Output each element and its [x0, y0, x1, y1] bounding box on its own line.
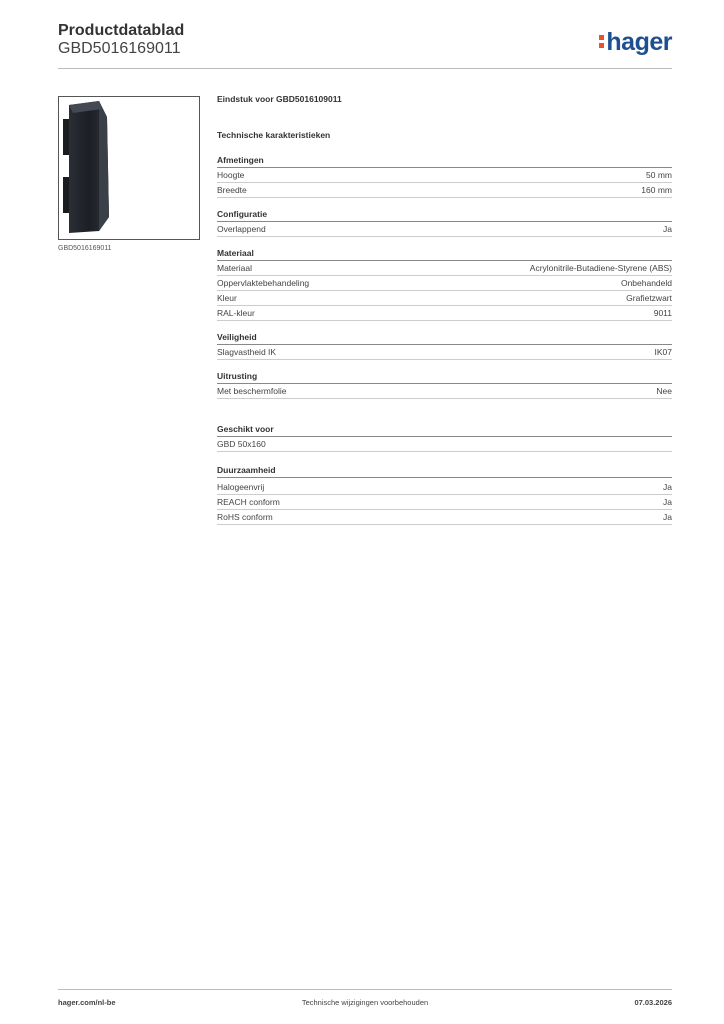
section-title: Geschikt voor [217, 423, 672, 437]
logo-text: hager [606, 28, 672, 56]
section-durability [217, 464, 672, 525]
footer-date: 07.03.2026 [634, 998, 672, 1007]
spec-row [217, 276, 672, 291]
section-title: Veiligheid [217, 331, 672, 345]
section-title: Uitrusting [217, 370, 672, 384]
spec-value: 9011 [653, 308, 672, 318]
spec-value: IK07 [654, 347, 672, 357]
spec-label: Materiaal [217, 263, 252, 273]
section-configuration [217, 208, 672, 237]
spec-value: Grafietzwart [626, 293, 672, 303]
spec-row [217, 306, 672, 321]
suitable-item: GBD 50x160 [217, 437, 672, 452]
product-image [58, 96, 200, 240]
document-title: Productdatablad [58, 22, 185, 39]
spec-label: Kleur [217, 293, 237, 303]
section-equipment [217, 370, 672, 399]
section-title: Duurzaamheid [217, 464, 672, 478]
spec-row [217, 183, 672, 198]
spec-label: Hoogte [217, 170, 245, 180]
end-cap-product-image-icon [59, 97, 199, 239]
spec-value: Acrylonitrile-Butadiene-Styrene (ABS) [529, 263, 672, 273]
footer-website-link[interactable]: hager.com/nl-be [58, 998, 116, 1007]
page-header [58, 22, 672, 70]
spec-label: Oppervlaktebehandeling [217, 278, 310, 288]
product-image-caption: GBD5016169011 [58, 245, 112, 252]
spec-label: Halogeenvrij [217, 482, 265, 492]
spec-row [217, 261, 672, 276]
spec-value: Onbehandeld [620, 278, 672, 288]
section-suitable-for [217, 423, 672, 452]
spec-row [217, 291, 672, 306]
spec-value: Ja [663, 224, 672, 234]
logo-dots-icon [599, 32, 604, 51]
spec-value: Ja [663, 512, 672, 522]
document-product-code: GBD5016169011 [58, 40, 181, 57]
spec-row [217, 495, 672, 510]
spec-row [217, 345, 672, 360]
spec-label: Slagvastheid IK [217, 347, 277, 357]
section-title: Configuratie [217, 208, 672, 222]
spec-label: Overlappend [217, 224, 266, 234]
spec-label: Breedte [217, 185, 247, 195]
spec-row [217, 510, 672, 525]
product-title: Eindstuk voor GBD5016109011 [217, 94, 342, 104]
section-material [217, 247, 672, 321]
spec-row [217, 222, 672, 237]
spec-value: Nee [656, 386, 672, 396]
section-title: Afmetingen [217, 154, 672, 168]
hager-logo [599, 28, 672, 57]
section-title: Materiaal [217, 247, 672, 261]
spec-label: Met beschermfolie [217, 386, 287, 396]
section-dimensions [217, 154, 672, 198]
spec-row [217, 168, 672, 183]
spec-heading: Technische karakteristieken [217, 130, 331, 140]
spec-value: Ja [663, 482, 672, 492]
spec-value: Ja [663, 497, 672, 507]
spec-label: RoHS conform [217, 512, 273, 522]
section-safety [217, 331, 672, 360]
spec-value: 160 mm [641, 185, 672, 195]
spec-content [217, 94, 672, 525]
header-divider [58, 68, 672, 69]
footer-divider [58, 989, 672, 990]
spec-label: REACH conform [217, 497, 280, 507]
spec-label: RAL-kleur [217, 308, 255, 318]
spec-value: 50 mm [646, 170, 672, 180]
footer-notice: Technische wijzigingen voorbehouden [301, 998, 429, 1007]
spec-row [217, 480, 672, 495]
spec-row [217, 384, 672, 399]
